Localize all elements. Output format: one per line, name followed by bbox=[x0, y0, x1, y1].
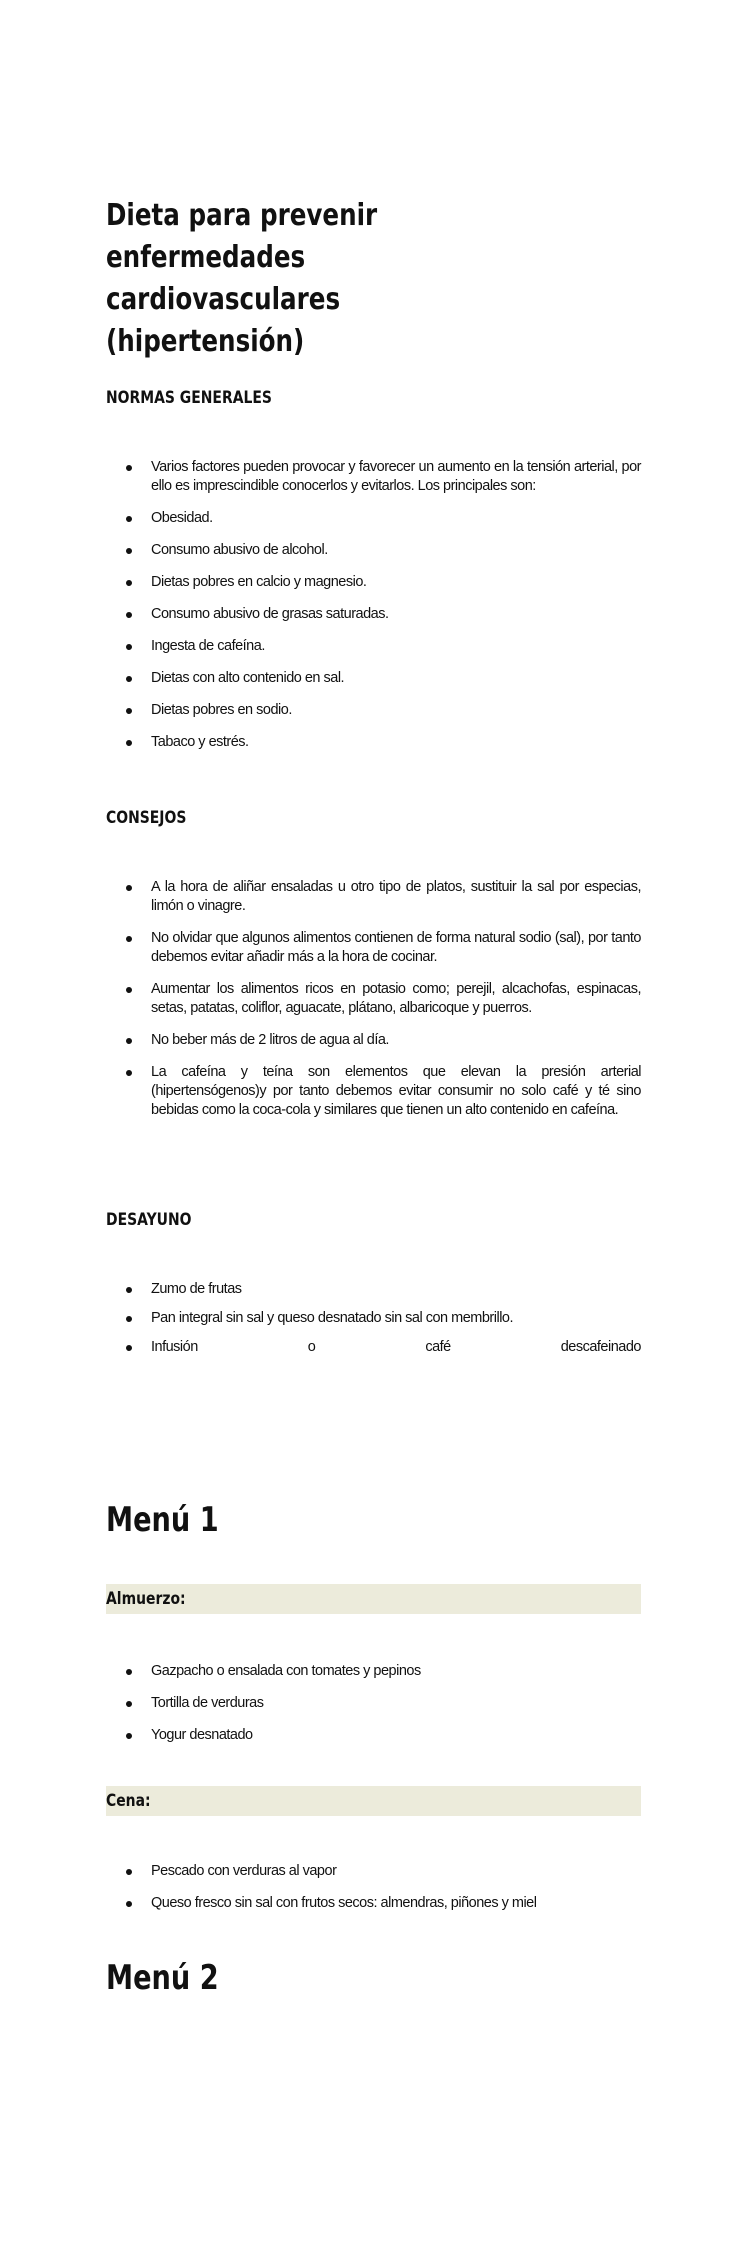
list-item: Dietas pobres en calcio y magnesio. bbox=[106, 573, 641, 592]
menu1-heading: Menú 1 bbox=[106, 1500, 219, 1540]
list-item: Varios factores pueden provocar y favorecer un aumento en la tensión arterial, por ello es imprescindible conocerlos y evitarlos. Los principales son: bbox=[106, 458, 641, 496]
list-item bbox=[106, 1338, 641, 1357]
justified-line: Infusión o café descafeinado bbox=[151, 1339, 641, 1355]
list-item: Pescado con verduras al vapor bbox=[106, 1862, 641, 1881]
almuerzo-label: Almuerzo: bbox=[106, 1589, 186, 1609]
desayuno-list bbox=[106, 1280, 641, 1370]
desayuno-heading: DESAYUNO bbox=[106, 1210, 192, 1230]
consejos-heading: CONSEJOS bbox=[106, 808, 187, 828]
cena-label: Cena: bbox=[106, 1791, 151, 1811]
normas-heading: NORMAS GENERALES bbox=[106, 388, 272, 408]
title-line-1: Dieta para prevenir enfermedades bbox=[106, 198, 378, 275]
list-item: Tabaco y estrés. bbox=[106, 733, 641, 752]
list-item: Consumo abusivo de alcohol. bbox=[106, 541, 641, 560]
list-item: Consumo abusivo de grasas saturadas. bbox=[106, 605, 641, 624]
list-item: No olvidar que algunos alimentos contienen de forma natural sodio (sal), por tanto debemos evitar añadir más a la hora de cocinar. bbox=[106, 929, 641, 967]
list-item: No beber más de 2 litros de agua al día. bbox=[106, 1031, 641, 1050]
list-item: Queso fresco sin sal con frutos secos: almendras, piñones y miel bbox=[106, 1894, 641, 1913]
list-item: Obesidad. bbox=[106, 509, 641, 528]
list-item: Yogur desnatado bbox=[106, 1726, 641, 1745]
list-item: A la hora de aliñar ensaladas u otro tipo de platos, sustituir la sal por especias, limón o vinagre. bbox=[106, 878, 641, 916]
menu2-heading: Menú 2 bbox=[106, 1958, 219, 1998]
list-item: Ingesta de cafeína. bbox=[106, 637, 641, 656]
list-item: Zumo de frutas bbox=[106, 1280, 641, 1299]
almuerzo-list bbox=[106, 1662, 641, 1758]
list-item: Tortilla de verduras bbox=[106, 1694, 641, 1713]
document-title bbox=[106, 195, 545, 363]
list-item: Aumentar los alimentos ricos en potasio como; perejil, alcachofas, espinacas, setas, patatas, coliflor, aguacate, plátano, albaricoque y puerros. bbox=[106, 980, 641, 1018]
cena-bar bbox=[106, 1786, 641, 1816]
consejos-list bbox=[106, 878, 641, 1133]
almuerzo-bar bbox=[106, 1584, 641, 1614]
list-item: La cafeína y teína son elementos que elevan la presión arterial (hipertensógenos)y por tanto debemos evitar consumir no solo café y té sino bebidas como la coca-cola y similares que tienen un alto contenido en cafeína. bbox=[106, 1063, 641, 1120]
list-item: Pan integral sin sal y queso desnatado sin sal con membrillo. bbox=[106, 1309, 641, 1328]
list-item: Dietas con alto contenido en sal. bbox=[106, 669, 641, 688]
list-item: Dietas pobres en sodio. bbox=[106, 701, 641, 720]
list-item: Gazpacho o ensalada con tomates y pepinos bbox=[106, 1662, 641, 1681]
cena-list bbox=[106, 1862, 641, 1926]
normas-list bbox=[106, 458, 641, 765]
title-line-2: cardiovasculares (hipertensión) bbox=[106, 282, 341, 359]
